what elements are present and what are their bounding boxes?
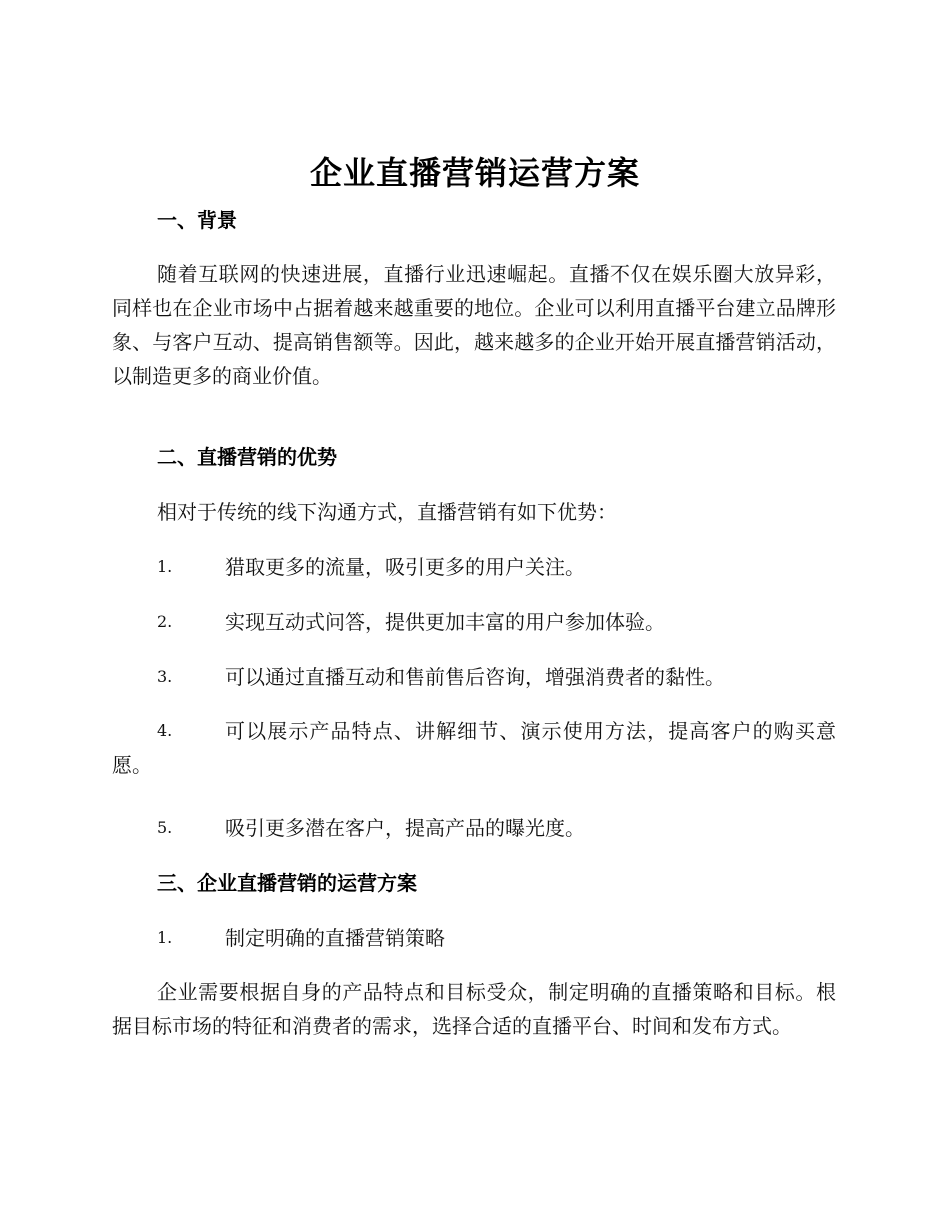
background-paragraph: 随着互联网的快速进展，直播行业迅速崛起。直播不仅在娱乐圈大放异彩，同样也在企业市场中占据着越来越重要的地位。企业可以利用直播平台建立品牌形象、与客户互动、提高销售额等。因此，越来越多的企业开始开展直播营销活动，以制造更多的商业价值。 bbox=[112, 262, 836, 388]
advantages-intro: 相对于传统的线下沟通方式，直播营销有如下优势： bbox=[157, 500, 617, 524]
list-item bbox=[112, 811, 836, 845]
list-item bbox=[112, 714, 836, 782]
list-item bbox=[112, 550, 836, 584]
strategy-paragraph: 企业需要根据自身的产品特点和目标受众，制定明确的直播策略和目标。根据目标市场的特征和消费者的需求，选择合适的直播平台、时间和发布方式。 bbox=[112, 980, 836, 1038]
list-item bbox=[112, 605, 836, 639]
list-item-text: 制定明确的直播营销策略 bbox=[225, 926, 445, 950]
list-item bbox=[112, 921, 836, 955]
list-item-text: 可以展示产品特点、讲解细节、演示使用方法，提高客户的购买意愿。 bbox=[112, 719, 836, 777]
list-item-number: 4. bbox=[157, 721, 173, 740]
list-item-text: 可以通过直播互动和售前售后咨询，增强消费者的黏性。 bbox=[225, 665, 725, 689]
list-item-number: 1. bbox=[157, 928, 173, 947]
list-item-text: 实现互动式问答，提供更加丰富的用户参加体验。 bbox=[225, 610, 665, 634]
section-heading-background: 一、背景 bbox=[157, 208, 237, 232]
list-item-number: 1. bbox=[157, 557, 173, 576]
section-heading-operations: 三、企业直播营销的运营方案 bbox=[157, 871, 417, 895]
list-item-number: 3. bbox=[157, 667, 173, 686]
list-item-number: 2. bbox=[157, 612, 173, 631]
list-item-text: 吸引更多潜在客户，提高产品的曝光度。 bbox=[225, 816, 585, 840]
list-item bbox=[112, 660, 836, 694]
list-item-text: 猎取更多的流量，吸引更多的用户关注。 bbox=[225, 555, 585, 579]
document-title: 企业直播营销运营方案 bbox=[309, 154, 640, 192]
list-item-number: 5. bbox=[157, 818, 173, 837]
section-heading-advantages: 二、直播营销的优势 bbox=[157, 445, 337, 469]
